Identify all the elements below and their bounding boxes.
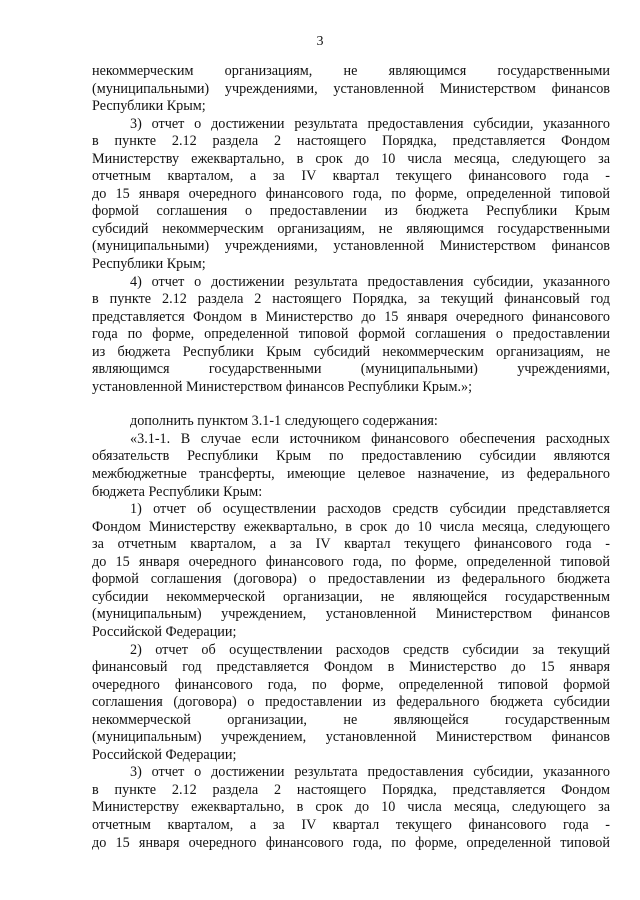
text-line: субсидии некоммерческой организации, не являющейся государственным (92, 588, 610, 605)
text-line: 3) отчет о достижении результата предоставления субсидии, указанного (130, 764, 610, 781)
text-line: Российской Федерации; (92, 623, 237, 640)
text-line: года по форме, определенной типовой формой соглашения о предоставлении (92, 326, 610, 343)
text-line: бюджета Республики Крым: (92, 483, 263, 500)
text-line: Республики Крым; (92, 98, 206, 115)
text-line: очередного финансового года, по форме, определенной типовой формой (92, 676, 610, 693)
text-line: «3.1-1. В случае если источником финансового обеспечения расходных (130, 430, 610, 447)
document-body (92, 63, 610, 852)
text-line: межбюджетные трансферты, имеющие целевое назначение, из федерального (92, 466, 610, 483)
text-line: некоммерческой организации, не являющейся государственным (92, 711, 610, 728)
text-line: отчетным кварталом, а за IV квартал текущего финансового года - (92, 168, 610, 185)
text-line: установленной Министерством финансов Республики Крым.»; (92, 378, 473, 395)
text-line: формой соглашения о предоставлении из бюджета Республики Крым (92, 203, 610, 220)
text-line: (муниципальными) учреждениями, установленной Министерством финансов (92, 80, 610, 97)
text-line: Российской Федерации; (92, 746, 237, 763)
text-line: в пункте 2.12 раздела 2 настоящего Порядка, представляется Фондом (92, 781, 610, 798)
text-line: 2) отчет об осуществлении расходов средств субсидии за текущий (130, 641, 610, 658)
text-line: 3) отчет о достижении результата предоставления субсидии, указанного (130, 115, 610, 132)
text-line: 4) отчет о достижении результата предоставления субсидии, указанного (130, 273, 610, 290)
page-number: 3 (316, 34, 324, 49)
text-line: за отчетным кварталом, а за IV квартал текущего финансового года - (92, 536, 610, 553)
text-line: финансовый год представляется Фондом в Министерство до 15 января (92, 659, 610, 676)
text-line: Министерству ежеквартально, в срок до 10 числа месяца, следующего за (92, 799, 610, 816)
text-line: Министерству ежеквартально, в срок до 10 числа месяца, следующего за (92, 150, 610, 167)
text-line: субсидий некоммерческим организациям, не являющимся государственными (92, 220, 610, 237)
text-line: из бюджета Республики Крым субсидий некоммерческим организациям, не (92, 343, 610, 360)
text-line: в пункте 2.12 раздела 2 настоящего Порядка, за текущий финансовый год (92, 291, 610, 308)
text-line: некоммерческим организациям, не являющимся государственными (92, 63, 610, 79)
text-line: обязательств Республики Крым по предоставлению субсидии являются (92, 448, 610, 465)
text-line: в пункте 2.12 раздела 2 настоящего Порядка, представляется Фондом (92, 133, 610, 150)
text-line: соглашения (договора) о предоставлении из федерального бюджета субсидии (92, 694, 610, 711)
text-line: до 15 января очередного финансового года, по форме, определенной типовой (92, 553, 610, 570)
text-line: Республики Крым; (92, 256, 206, 273)
text-line: представляется Фондом в Министерство до 15 января очередного финансового (92, 308, 610, 325)
text-line: до 15 января очередного финансового года, по форме, определенной типовой (92, 834, 610, 851)
text-line: (муниципальным) учреждением, установленной Министерством финансов (92, 606, 610, 623)
text-line: являющимся государственными (муниципальными) учреждениями, (92, 361, 610, 378)
text-line: (муниципальным) учреждением, установленной Министерством финансов (92, 729, 610, 746)
text-line: дополнить пунктом 3.1-1 следующего содержания: (130, 413, 438, 430)
text-line: формой соглашения (договора) о предоставлении из федерального бюджета (92, 571, 610, 588)
text-line: 1) отчет об осуществлении расходов средств субсидии представляется (130, 501, 610, 518)
text-line: до 15 января очередного финансового года, по форме, определенной типовой (92, 185, 610, 202)
text-line: отчетным кварталом, а за IV квартал текущего финансового года - (92, 816, 610, 833)
text-line: Фондом Министерству ежеквартально, в срок до 10 числа месяца, следующего (92, 518, 610, 535)
text-line: (муниципальными) учреждениями, установленной Министерством финансов (92, 238, 610, 255)
